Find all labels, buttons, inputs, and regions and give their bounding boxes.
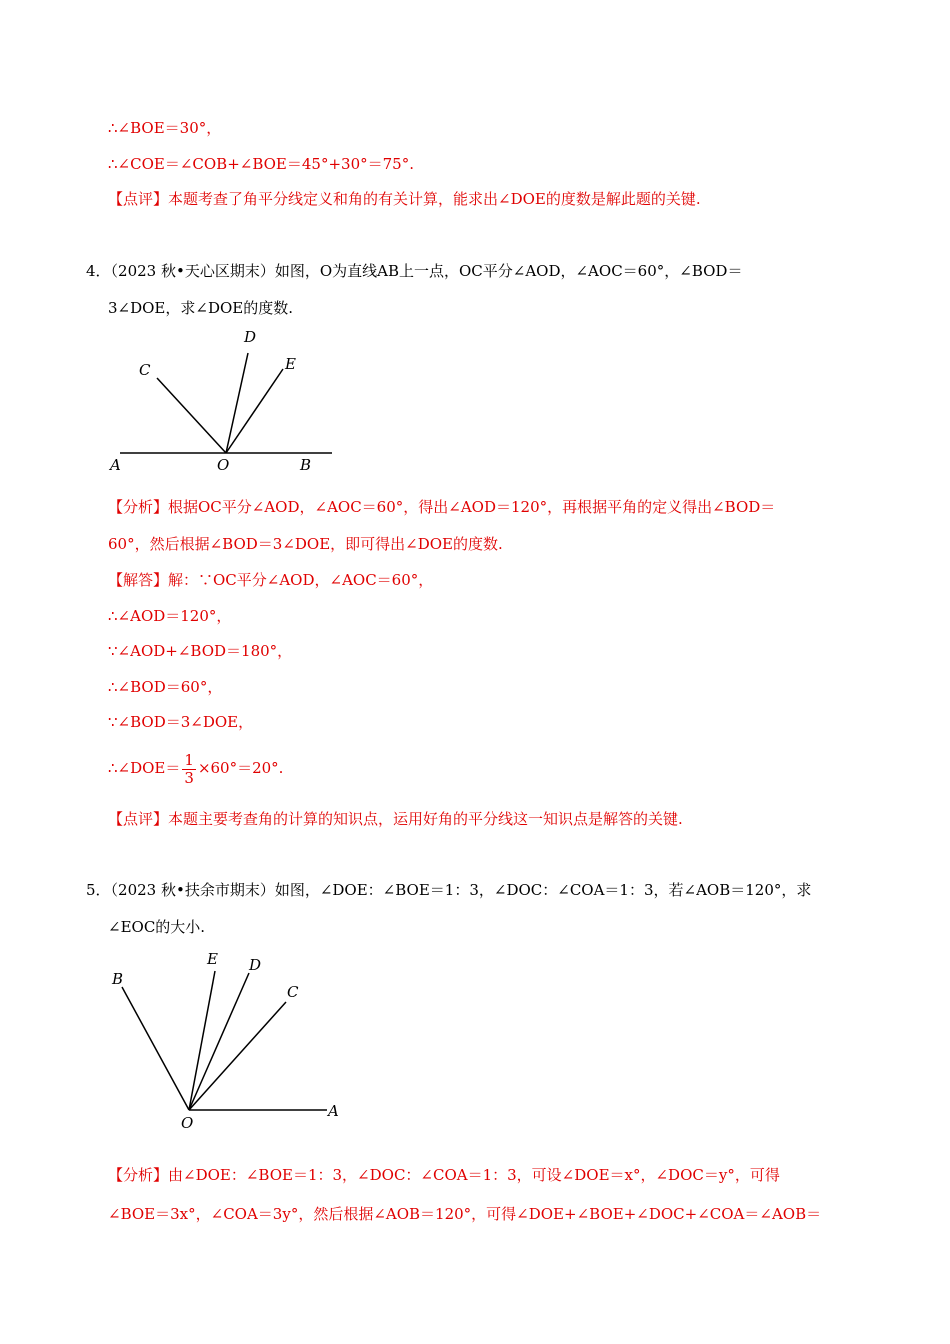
q4-final-suffix: ×60°＝20°. [197, 759, 284, 777]
q4-label-B: B [300, 456, 312, 474]
q4-solution-line-5: ∵∠BOD＝3∠DOE， [108, 713, 254, 731]
q4-solution-line-1: 【解答】解：∵OC平分∠AOD，∠AOC＝60°， [108, 571, 434, 589]
q4-comment: 【点评】本题主要考查角的计算的知识点，运用好角的平分线这一知识点是解答的关键. [108, 810, 683, 828]
q4-figure [100, 325, 340, 475]
q5-ray-OD [189, 973, 249, 1110]
q5-label-B: B [112, 970, 124, 988]
q5-label-O: O [181, 1114, 194, 1132]
q4-final-prefix: ∴∠DOE＝ [108, 759, 181, 777]
q4-ray-OC [157, 378, 226, 453]
q4-stem-line-1 [86, 261, 742, 281]
q4-label-C: C [139, 361, 151, 379]
q4-fraction-numerator: 1 [184, 750, 194, 769]
q4-analysis-line-1: 【分析】根据OC平分∠AOD，∠AOC＝60°，得出∠AOD＝120°，再根据平角的定义得出∠BOD＝ [108, 498, 776, 516]
q5-label-E: E [207, 950, 218, 968]
q5-ray-OC [189, 1002, 286, 1110]
q5-ray-OB [122, 987, 189, 1110]
q5-label-D: D [249, 956, 262, 974]
q4-stem-text: （2023 秋•天心区期末）如图，O为直线AB上一点，OC平分∠AOD，∠AOC＝60°，∠BOD＝ [110, 262, 743, 280]
q5-label-C: C [287, 983, 299, 1001]
q5-label-A: A [328, 1102, 339, 1120]
q4-solution-line-2: ∴∠AOD＝120°， [108, 607, 232, 625]
q4-number: 4． [86, 262, 111, 280]
q4-label-A: A [110, 456, 121, 474]
q4-analysis-line-2: 60°，然后根据∠BOD＝3∠DOE，即可得出∠DOE的度数. [108, 535, 503, 553]
q5-figure [100, 945, 360, 1135]
prev-solution-line-2: ∴∠COE＝∠COB+∠BOE＝45°+30°＝75°. [108, 155, 414, 173]
q4-label-O: O [217, 456, 230, 474]
q5-analysis-line-1: 【分析】由∠DOE：∠BOE＝1：3，∠DOC：∠COA＝1：3，可设∠DOE＝x°，∠DOC＝y°，可得 [108, 1166, 780, 1184]
q5-stem-text: （2023 秋•扶余市期末）如图，∠DOE：∠BOE＝1：3，∠DOC：∠COA＝1：3，若∠AOB＝120°，求 [110, 881, 812, 899]
q5-ray-OE [189, 971, 215, 1110]
q4-fraction [182, 752, 196, 787]
q5-stem-line-1 [86, 880, 811, 900]
q4-stem-line-2: 3∠DOE，求∠DOE的度数. [108, 299, 293, 317]
q4-final-line [108, 746, 283, 790]
prev-comment: 【点评】本题考查了角平分线定义和角的有关计算，能求出∠DOE的度数是解此题的关键. [108, 190, 701, 208]
q4-solution-line-4: ∴∠BOD＝60°， [108, 678, 223, 696]
q5-analysis-line-2: ∠BOE＝3x°，∠COA＝3y°，然后根据∠AOB＝120°，可得∠DOE+∠BOE+∠DOC+∠COA＝∠AOB＝ [108, 1205, 822, 1223]
q4-label-E: E [285, 355, 296, 373]
q5-stem-line-2: ∠EOC的大小. [108, 918, 206, 936]
q5-number: 5． [86, 881, 111, 899]
prev-solution-line-1: ∴∠BOE＝30°， [108, 119, 222, 137]
q4-solution-line-3: ∵∠AOD+∠BOD＝180°， [108, 642, 293, 660]
q4-fraction-denominator: 3 [184, 768, 194, 787]
q4-label-D: D [244, 328, 257, 346]
